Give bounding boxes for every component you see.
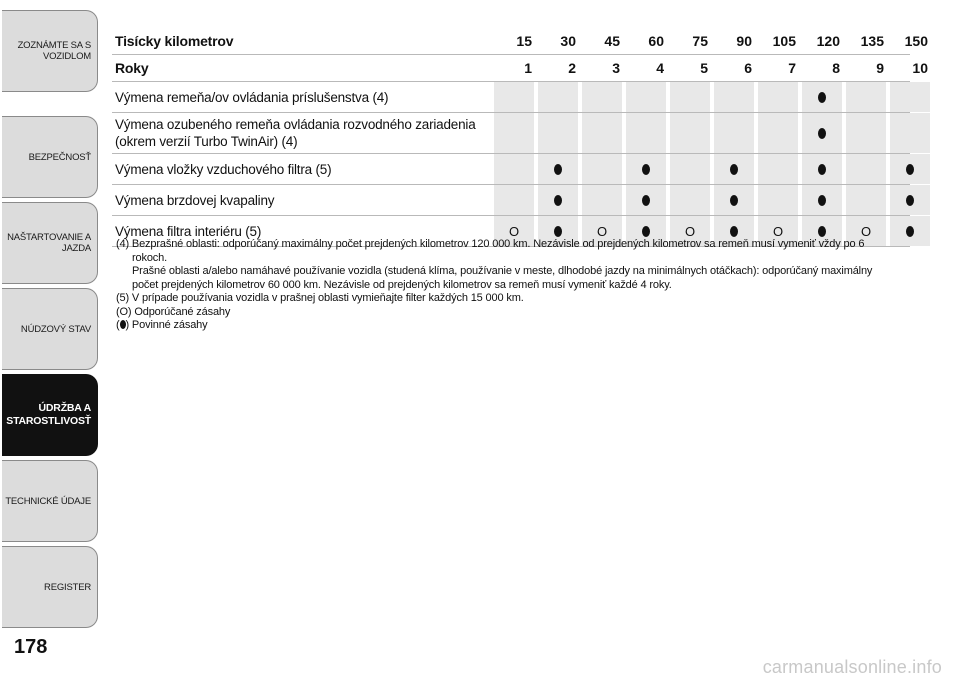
header-cell: 90 — [736, 33, 752, 49]
tab-register[interactable] — [2, 546, 98, 628]
note-4-line-2: rokoch. — [132, 251, 168, 264]
row-label — [112, 185, 490, 215]
header-cell: 9 — [876, 60, 884, 76]
row-label — [112, 113, 490, 153]
row-cells — [490, 185, 930, 215]
filled-dot-icon — [642, 195, 650, 206]
table-cell — [802, 113, 842, 153]
table-cell — [846, 185, 886, 215]
filled-dot-icon — [818, 92, 826, 103]
header-cell: 60 — [648, 33, 664, 49]
header-cell: 75 — [692, 33, 708, 49]
filled-dot-icon — [730, 164, 738, 175]
table-cell — [890, 82, 930, 112]
note-5: (5) V prípade používania vozidla v prašnej oblasti vymieňajte filter každých 15 000 km. — [116, 292, 524, 304]
filled-dot-icon — [906, 164, 914, 175]
header-cell: 3 — [612, 60, 620, 76]
table-cell — [802, 154, 842, 184]
table-cell — [494, 154, 534, 184]
header-cell: 2 — [568, 60, 576, 76]
tab-label: NAŠTARTOVANIE A JAZDA — [7, 232, 91, 254]
table-cell — [626, 113, 666, 153]
table-cell — [758, 154, 798, 184]
watermark: carmanualsonline.info — [762, 657, 942, 677]
table-cell — [846, 154, 886, 184]
table-cell — [494, 82, 534, 112]
table-row — [112, 185, 910, 216]
table-cell — [670, 113, 710, 153]
table-cell — [890, 113, 930, 153]
header-cell: 150 — [904, 33, 928, 49]
header-row-km — [112, 28, 928, 55]
table-cell — [890, 154, 930, 184]
table-cell — [670, 82, 710, 112]
filled-dot-icon — [642, 226, 650, 237]
filled-dot-icon — [554, 195, 562, 206]
table-cell — [538, 154, 578, 184]
header-label: Tisícky kilometrov — [115, 32, 234, 49]
header-cell: 1 — [524, 60, 532, 76]
note-4 — [116, 238, 906, 292]
header-cells — [490, 28, 930, 54]
table-cell — [714, 154, 754, 184]
table-cell — [714, 82, 754, 112]
note-4-line-4: počet prejdených kilometrov 60 000 km. Nezávisle od prejdených kilometrov sa remeň musí vymeniť každé 4 roky. — [132, 278, 672, 291]
table-cell — [758, 185, 798, 215]
row-label — [112, 82, 490, 112]
filled-dot-icon — [818, 128, 826, 139]
header-cell: 6 — [744, 60, 752, 76]
header-cell: 8 — [832, 60, 840, 76]
table-cell — [582, 82, 622, 112]
legend-filled — [116, 319, 906, 333]
filled-dot-icon — [818, 164, 826, 175]
table-cell — [714, 113, 754, 153]
table-cell — [538, 82, 578, 112]
row-label-line: Výmena remeňa/ov ovládania príslušenstva (4) — [115, 89, 389, 105]
chapter-sidebar — [0, 0, 104, 686]
table-cell — [582, 185, 622, 215]
table-cell — [494, 113, 534, 153]
table-cell — [626, 185, 666, 215]
tab-zoznamte-sa[interactable] — [2, 10, 98, 92]
row-cells — [490, 154, 930, 184]
tab-label: REGISTER — [44, 581, 91, 593]
tab-label: ZOZNÁMTE SA S VOZIDLOM — [17, 40, 91, 62]
row-label-line: Výmena filtra interiéru (5) — [115, 223, 262, 239]
table-row — [112, 113, 910, 154]
tab-bezpecnost[interactable] — [2, 116, 98, 198]
filled-dot-icon — [818, 195, 826, 206]
header-label: Roky — [115, 59, 149, 76]
header-cell: 15 — [516, 33, 532, 49]
header-row-years — [112, 55, 928, 82]
header-cell: 4 — [656, 60, 664, 76]
filled-dot-icon — [642, 164, 650, 175]
header-cell: 10 — [912, 60, 928, 76]
open-circle-icon: O — [684, 223, 696, 239]
row-label-line: (okrem verzií Turbo TwinAir) (4) — [115, 134, 298, 149]
filled-dot-icon — [906, 226, 914, 237]
table-cell — [846, 113, 886, 153]
header-cell: 105 — [772, 33, 796, 49]
tab-nastartovanie[interactable] — [2, 202, 98, 284]
tab-technicke-udaje[interactable] — [2, 460, 98, 542]
filled-dot-icon — [554, 226, 562, 237]
row-label-line: Výmena ozubeného remeňa ovládania rozvodného zariadenia — [115, 117, 476, 132]
filled-dot-icon — [554, 164, 562, 175]
note-4-line-1: (4) Bezprašné oblasti: odporúčaný maximálny počet prejdených kilometrov 120 000 km. Nezávisle od prejdených kilometrov sa remeň musí vymeniť vždy po 6 — [116, 238, 865, 250]
table-cell — [670, 154, 710, 184]
table-cell — [538, 113, 578, 153]
table-row — [112, 154, 910, 185]
header-cell: 120 — [816, 33, 840, 49]
footnotes — [116, 238, 906, 333]
header-cell: 45 — [604, 33, 620, 49]
legend-filled-text: ) Povinné zásahy — [125, 319, 208, 331]
page-number: 178 — [14, 636, 48, 658]
tab-udrzba[interactable] — [2, 374, 98, 456]
table-cell — [890, 185, 930, 215]
row-label-line: Výmena brzdovej kvapaliny — [115, 192, 275, 208]
header-cell: 135 — [860, 33, 884, 49]
row-label-line: Výmena vložky vzduchového filtra (5) — [115, 161, 332, 177]
tab-nudzovy-stav[interactable] — [2, 288, 98, 370]
header-cell: 30 — [560, 33, 576, 49]
table-cell — [494, 185, 534, 215]
legend-paren-open: ( — [116, 319, 120, 331]
filled-dot-icon — [818, 226, 826, 237]
table-body — [112, 82, 910, 247]
filled-dot-icon — [730, 195, 738, 206]
tab-label: TECHNICKÉ ÚDAJE — [5, 495, 91, 507]
open-circle-icon: O — [772, 223, 784, 239]
row-cells — [490, 82, 930, 112]
table-cell — [582, 113, 622, 153]
table-cell — [626, 154, 666, 184]
table-cell — [758, 113, 798, 153]
row-cells — [490, 113, 930, 153]
table-cell — [626, 82, 666, 112]
tab-label: NÚDZOVÝ STAV — [20, 323, 91, 335]
maintenance-table — [112, 28, 928, 247]
tab-label: ÚDRŽBA A STAROSTLIVOSŤ — [6, 402, 91, 427]
table-cell — [802, 185, 842, 215]
open-circle-icon: O — [508, 223, 520, 239]
table-cell — [714, 185, 754, 215]
header-cell: 7 — [788, 60, 796, 76]
tab-label: BEZPEČNOSŤ — [28, 151, 91, 163]
table-cell — [670, 185, 710, 215]
table-cell — [538, 185, 578, 215]
row-label — [112, 154, 490, 184]
note-4-line-3: Prašné oblasti a/alebo namáhavé používanie vozidla (studená klíma, používanie v meste, dlhodobé jazdy na minimálnych otáčkach): odporúčaný maximálny — [132, 265, 873, 277]
table-cell — [582, 154, 622, 184]
open-circle-icon: O — [860, 223, 872, 239]
table-cell — [802, 82, 842, 112]
table-cell — [846, 82, 886, 112]
filled-dot-icon — [730, 226, 738, 237]
header-cell: 5 — [700, 60, 708, 76]
open-circle-icon: O — [596, 223, 608, 239]
header-cells — [490, 55, 930, 81]
filled-dot-icon — [906, 195, 914, 206]
table-row — [112, 82, 910, 113]
legend-open: (O) Odporúčané zásahy — [116, 305, 231, 318]
table-cell — [758, 82, 798, 112]
